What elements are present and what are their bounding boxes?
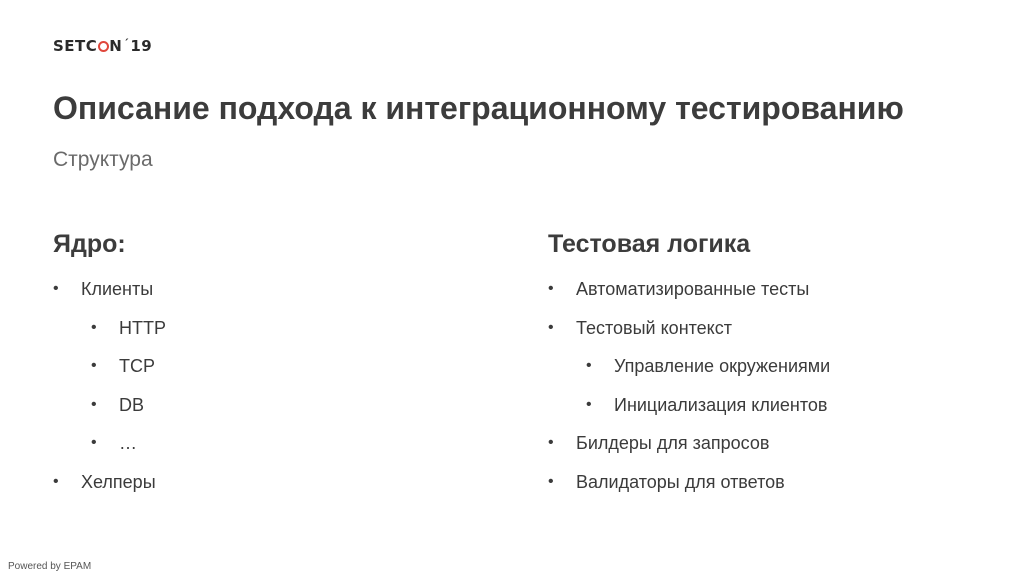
list-item-label: Хелперы <box>81 471 156 492</box>
slide-title: Описание подхода к интеграционному тестированию <box>53 90 904 126</box>
list-item-label: Управление окружениями <box>614 356 831 376</box>
list-item-label: Инициализация клиентов <box>614 394 828 415</box>
right-column-heading: Тестовая логика <box>548 230 751 258</box>
logo-ring-icon <box>98 41 109 52</box>
bullet-icon: • <box>91 395 97 413</box>
bullet-icon: • <box>53 280 59 297</box>
logo-year: 19 <box>130 37 153 55</box>
list-item-label: DB <box>119 394 145 415</box>
list-item-label: … <box>119 433 137 453</box>
logo-text-setc: SETC <box>53 37 98 55</box>
bullet-icon: • <box>91 357 97 374</box>
setcon-logo <box>53 34 152 56</box>
bullet-icon: • <box>53 472 59 490</box>
bullet-icon: • <box>586 395 592 413</box>
list-item-label: Клиенты <box>81 279 154 299</box>
bullet-icon: • <box>586 357 592 374</box>
list-item-label: Билдеры для запросов <box>576 433 770 453</box>
bullet-icon: • <box>91 434 97 451</box>
bullet-icon: • <box>548 280 554 297</box>
list-item-label: TCP <box>119 356 155 376</box>
bullet-icon: • <box>548 434 554 451</box>
footer-powered-by: Powered by EPAM <box>8 561 92 572</box>
list-item-label: Валидаторы для ответов <box>576 471 785 492</box>
left-column-heading: Ядро: <box>53 230 126 258</box>
logo-tick: ´ <box>123 37 130 50</box>
list-item-label: Тестовый контекст <box>576 317 733 338</box>
bullet-icon: • <box>548 472 554 490</box>
list-item-label: HTTP <box>119 317 166 338</box>
bullet-icon: • <box>91 318 97 336</box>
slide-subtitle: Структура <box>53 148 153 171</box>
logo-text-n: N <box>109 37 123 55</box>
list-item-label: Автоматизированные тесты <box>576 279 810 299</box>
bullet-icon: • <box>548 318 554 336</box>
